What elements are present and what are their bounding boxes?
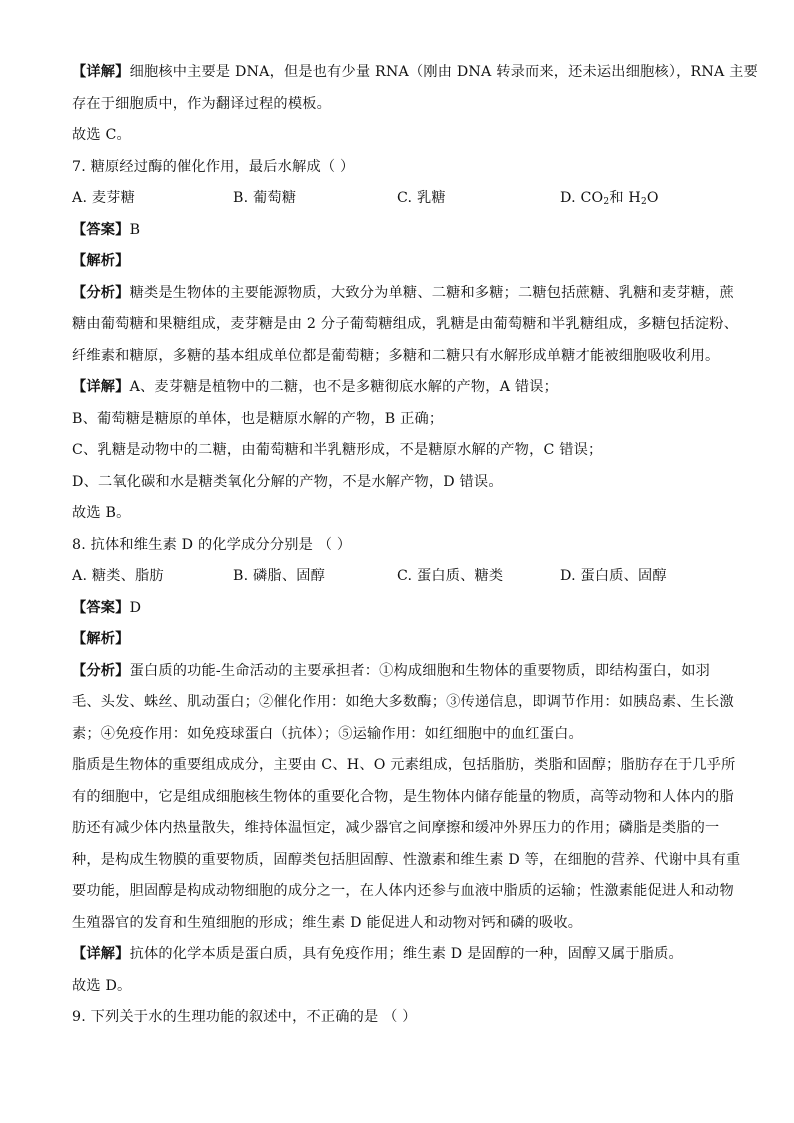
q7-options [72, 188, 724, 208]
q8-conclusion: 故选 D。 [72, 977, 132, 994]
answer-tag: 【答案】 [72, 599, 130, 616]
q8-option-b: B. 磷脂、固醇 [233, 568, 325, 584]
detail-tag: 【详解】 [72, 946, 130, 962]
q7-fenxi-line-2: 糖由葡萄糖和果糖组成，麦芽糖是由 2 分子葡萄糖组成，乳糖是由葡萄糖和半乳糖组成，多糖包括淀粉、 [72, 316, 739, 332]
q7-fenxi-line-1 [72, 283, 734, 303]
q8-para-line-5: 要功能，胆固醇是构成动物细胞的成分之一，在人体内还参与血液中脂质的运输；性激素能促进人和动物 [72, 883, 734, 899]
fenxi-tag: 【分析】 [72, 662, 130, 679]
q7-option-d [560, 188, 720, 208]
q8-para-line-3: 肪还有减少体内热量散失，维持体温恒定，减少器官之间摩擦和缓冲外界压力的作用；磷脂是类脂的一 [72, 820, 720, 836]
q7-detail-a [72, 377, 724, 397]
q8-para-line-4: 种，是构成生物膜的重要物质，固醇类包括胆固醇、性激素和维生素 D 等，在细胞的营养、代谢中具有重 [72, 851, 741, 868]
q7-answer [72, 220, 724, 240]
q8-analysis-tag: 【解析】 [72, 631, 130, 647]
page-content [72, 62, 758, 1039]
q7-detail-a-text: A、麦芽糖是植物中的二糖，也不是多糖彻底水解的产物，A 错误； [129, 379, 559, 395]
q7-option-a: A. 麦芽糖 [72, 190, 136, 206]
q6-detail-text-1: 细胞核中主要是 DNA，但是也有少量 RNA（刚由 DNA 转录而来，还未运出细胞核），RNA 主要 [129, 64, 758, 80]
q7-option-d-sub-2: 2 [640, 197, 647, 207]
detail-tag: 【详解】 [72, 379, 130, 395]
q7-option-d-post: O [646, 190, 659, 206]
q7-option-c: C. 乳糖 [397, 190, 446, 206]
q8-para-line-2: 有的细胞中，它是组成细胞核生物体的重要化合物，是生物体内储存能量的物质，高等动物和人体内的脂 [72, 788, 734, 805]
q7-fenxi-text-1: 糖类是生物体的主要能源物质，大致分为单糖、二糖和多糖；二糖包括蔗糖、乳糖和麦芽糖，蔗 [129, 284, 734, 301]
q8-fenxi-line-3: 素；④免疫作用：如免疫球蛋白（抗体）；⑤运输作用：如红细胞中的血红蛋白。 [72, 725, 583, 742]
q7-option-d-mid: 和 H [609, 190, 641, 206]
q8-detail-text: 抗体的化学本质是蛋白质，具有免疫作用；维生素 D 是固醇的一种，固醇又属于脂质。 [129, 946, 683, 962]
q6-detail-line-1 [72, 62, 758, 82]
detail-tag: 【详解】 [72, 64, 130, 80]
q7-answer-value: B [129, 221, 141, 238]
q8-para-line-1: 脂质是生物体的重要组成成分，主要由 C、H、O 元素组成，包括脂肪，类脂和固醇；脂肪存在于几乎所 [72, 757, 736, 773]
q8-option-d: D. 蛋白质、固醇 [560, 568, 667, 584]
q7-option-d-sub-1: 2 [603, 197, 610, 207]
q8-fenxi-line-2: 毛、头发、蛛丝、肌动蛋白；②催化作用：如绝大多数酶；③传递信息，即调节作用：如胰岛素、生长激 [72, 694, 734, 710]
q9-stem: 9. 下列关于水的生理功能的叙述中，不正确的是 （ ） [72, 1009, 417, 1025]
q8-detail [72, 944, 724, 964]
q7-detail-c: C、乳糖是动物中的二糖，由葡萄糖和半乳糖形成，不是糖原水解的产物，C 错误； [72, 442, 603, 458]
q7-stem: 7. 糖原经过酶的催化作用，最后水解成（ ） [72, 158, 355, 175]
answer-tag: 【答案】 [72, 221, 130, 238]
fenxi-tag: 【分析】 [72, 284, 130, 301]
q8-options [72, 566, 724, 586]
q7-detail-d: D、二氧化碳和水是糖类氧化分解的产物，不是水解产物，D 错误。 [72, 473, 503, 490]
q8-option-c: C. 蛋白质、糖类 [397, 568, 504, 584]
q7-option-d-pre: D. CO [560, 190, 604, 206]
q8-answer-value: D [129, 599, 142, 616]
q8-stem: 8. 抗体和维生素 D 的化学成分分别是 （ ） [72, 536, 352, 553]
q8-answer [72, 598, 724, 618]
q7-conclusion: 故选 B。 [72, 505, 131, 521]
q7-option-b: B. 葡萄糖 [233, 190, 297, 206]
q7-fenxi-line-3: 纤维素和糖原，多糖的基本组成单位都是葡萄糖；多糖和二糖只有水解形成单糖才能被细胞吸收利用。 [72, 347, 720, 364]
q8-option-a: A. 糖类、脂肪 [72, 568, 164, 584]
q8-fenxi-text-1: 蛋白质的功能-生命活动的主要承担者：①构成细胞和生物体的重要物质，即结构蛋白，如羽 [129, 662, 711, 679]
q8-fenxi-line-1 [72, 661, 724, 681]
q7-analysis-tag: 【解析】 [72, 253, 130, 269]
q7-detail-b: B、葡萄糖是糖原的单体，也是糖原水解的产物，B 正确； [72, 410, 444, 427]
q6-conclusion: 故选 C。 [72, 127, 131, 143]
q8-para-line-6: 生殖器官的发育和生殖细胞的形成；维生素 D 能促进人和动物对钙和磷的吸收。 [72, 914, 583, 931]
q6-detail-line-2: 存在于细胞质中，作为翻译过程的模板。 [72, 95, 331, 112]
